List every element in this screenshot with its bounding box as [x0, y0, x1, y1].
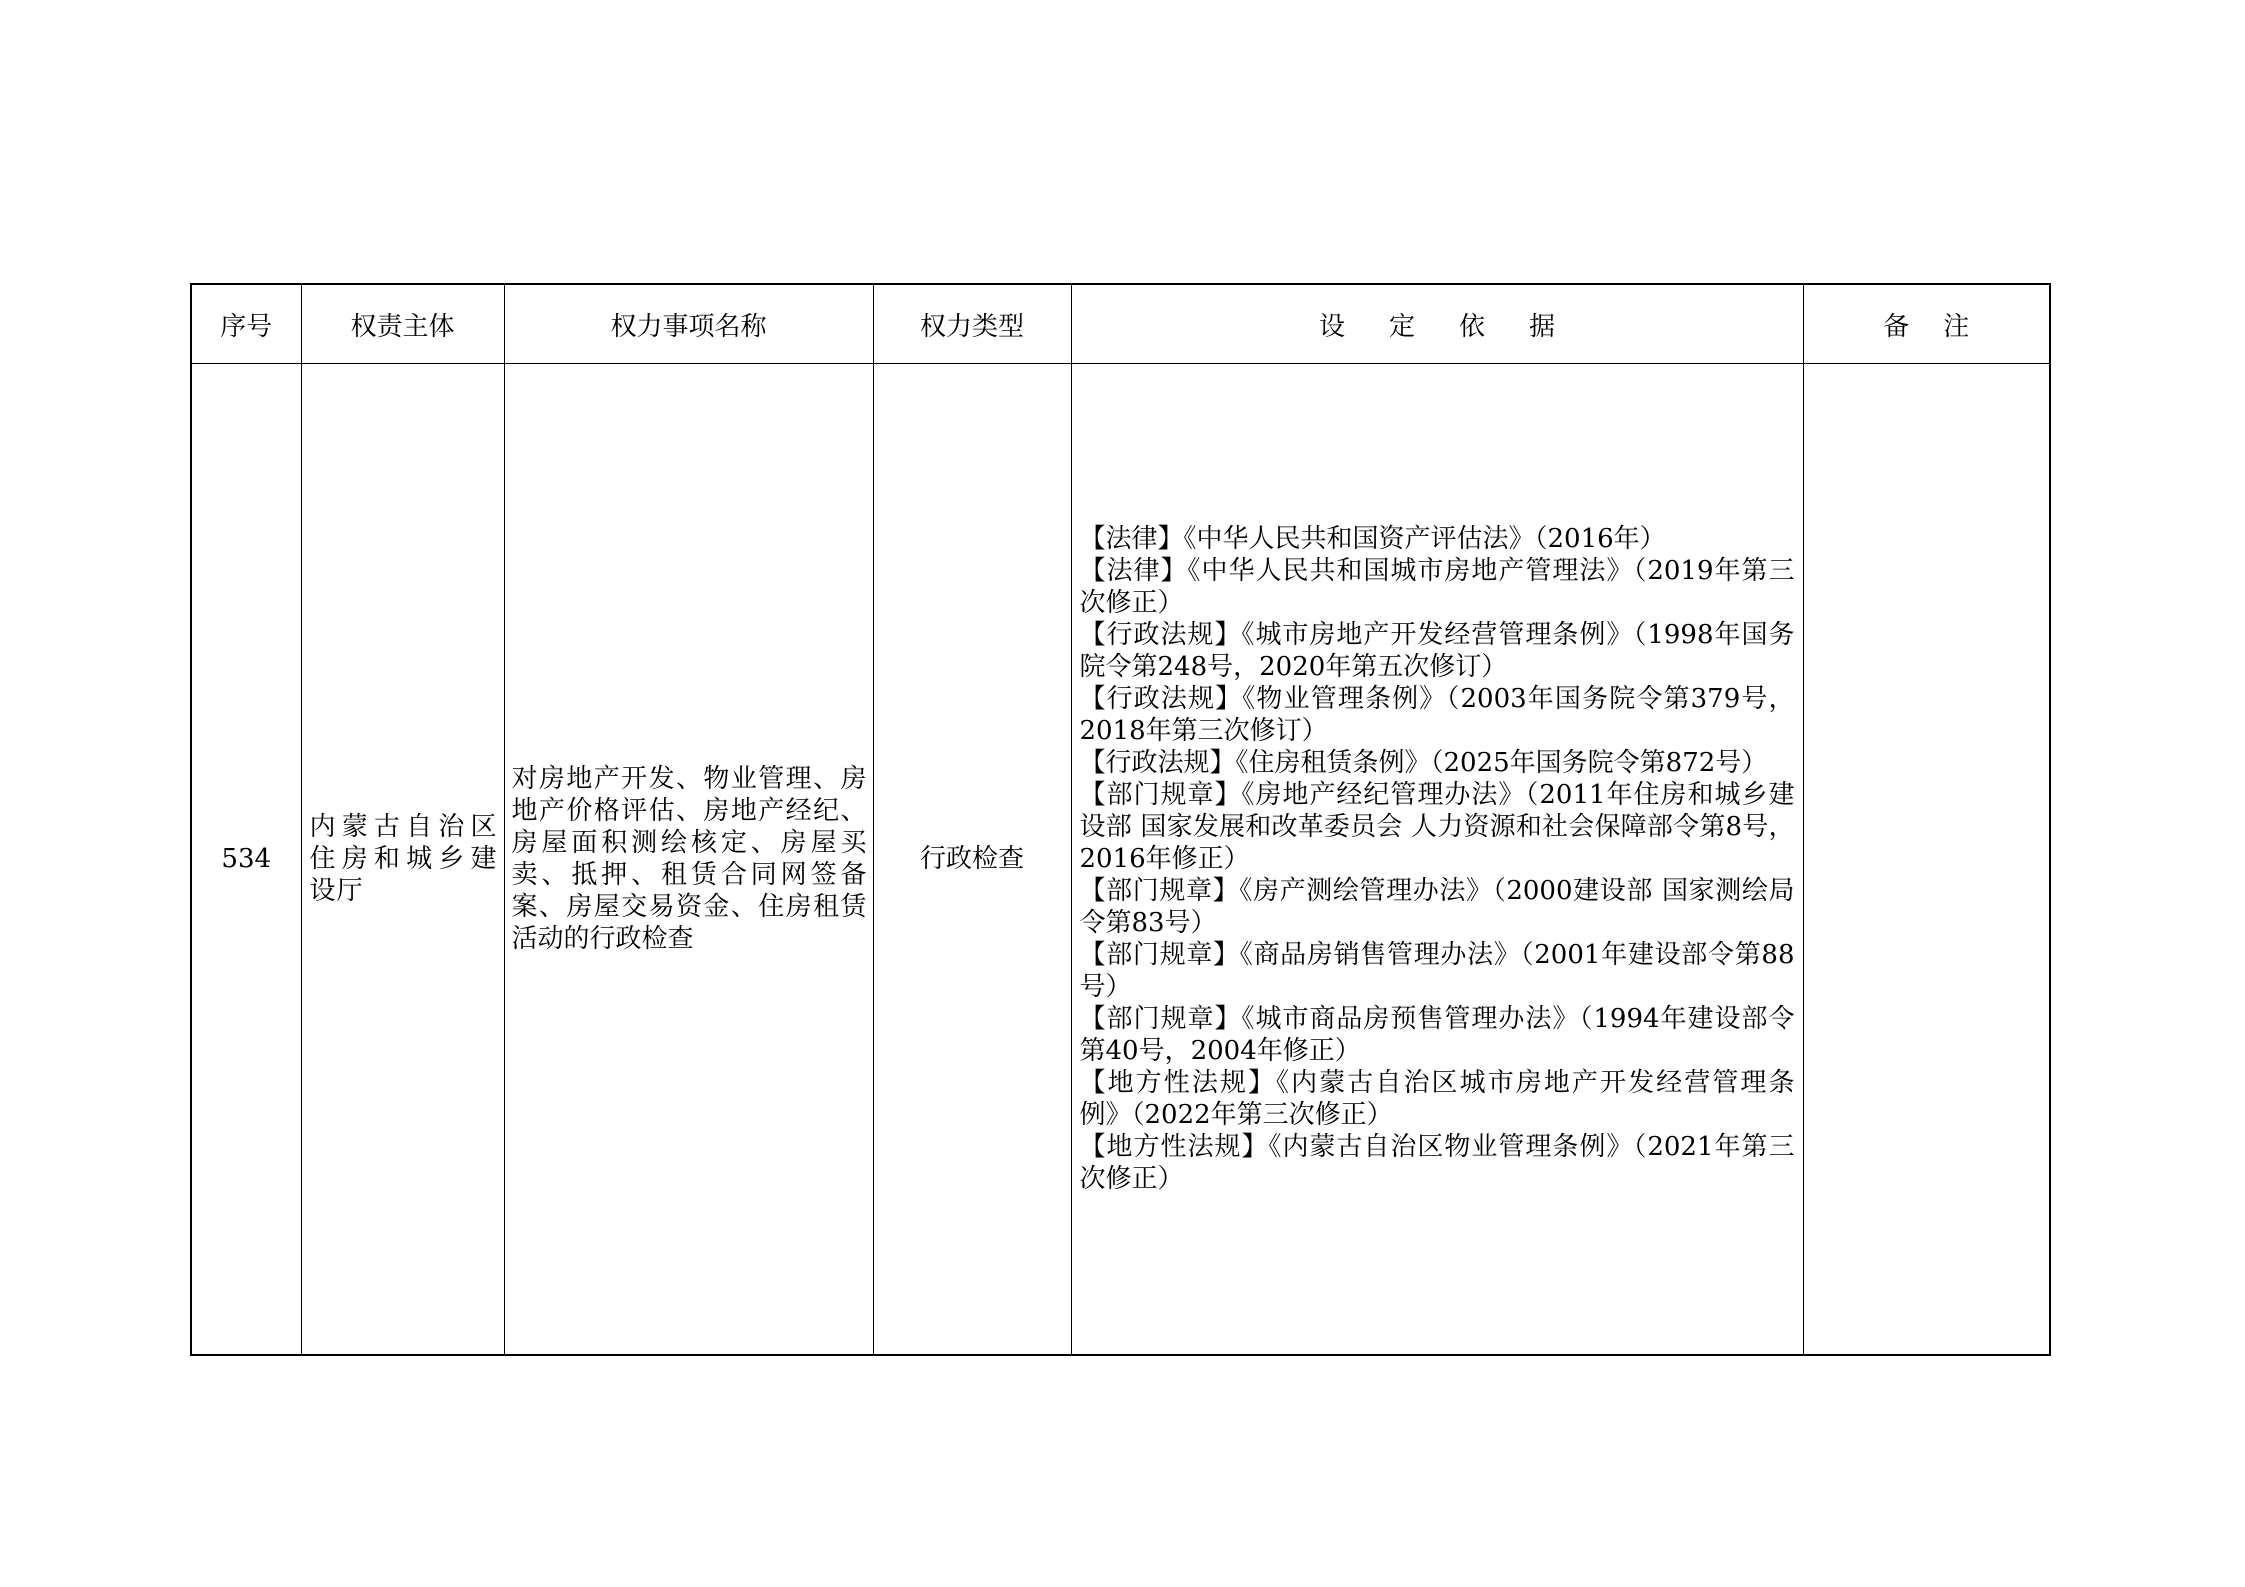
basis-entry: 【行政法规】《住房租赁条例》（2025年国务院令第872号） — [1079, 748, 1768, 778]
header-power-type: 权力类型 — [873, 284, 1071, 364]
header-number: 序号 — [191, 284, 301, 364]
header-remarks-label: 备注 — [1883, 311, 2004, 342]
table-row — [191, 364, 2050, 1356]
basis-entry: 【行政法规】《城市房地产开发经营管理条例》（1998年国务院令第248号，2020年第五次修订） — [1079, 620, 1795, 682]
cell-power-type: 行政检查 — [873, 364, 1071, 1356]
cell-remarks — [1803, 364, 2050, 1356]
header-subject: 权责主体 — [301, 284, 504, 364]
basis-entry: 【部门规章】《城市商品房预售管理办法》（1994年建设部令第40号，2004年修正） — [1079, 1004, 1795, 1066]
basis-entry: 【行政法规】《物业管理条例》（2003年国务院令第379号，2018年第三次修订） — [1079, 684, 1795, 746]
basis-entry: 【地方性法规】《内蒙古自治区城市房地产开发经营管理条例》（2022年第三次修正） — [1079, 1068, 1795, 1130]
basis-entry: 【部门规章】《房产测绘管理办法》（2000建设部 国家测绘局令第83号） — [1079, 876, 1795, 938]
basis-entry: 【部门规章】《商品房销售管理办法》（2001年建设部令第88号） — [1079, 940, 1795, 1002]
header-row — [191, 284, 2050, 364]
cell-item-name: 对房地产开发、物业管理、房地产价格评估、房地产经纪、房屋面积测绘核定、房屋买卖、抵押、租赁合同网签备案、房屋交易资金、住房租赁活动的行政检查 — [504, 364, 873, 1356]
basis-entry: 【法律】《中华人民共和国城市房地产管理法》（2019年第三次修正） — [1079, 556, 1795, 618]
header-basis — [1071, 284, 1803, 364]
authority-table — [190, 283, 2051, 1356]
basis-entry: 【法律】《中华人民共和国资产评估法》（2016年） — [1079, 524, 1666, 554]
header-remarks — [1803, 284, 2050, 364]
basis-entry: 【地方性法规】《内蒙古自治区物业管理条例》（2021年第三次修正） — [1079, 1132, 1795, 1194]
header-basis-label: 设定依据 — [1318, 311, 1599, 342]
header-item-name: 权力事项名称 — [504, 284, 873, 364]
cell-subject: 内蒙古自治区住房和城乡建设厅 — [301, 364, 504, 1356]
cell-number: 534 — [191, 364, 301, 1356]
cell-basis — [1071, 364, 1803, 1356]
basis-entry: 【部门规章】《房地产经纪管理办法》（2011年住房和城乡建设部 国家发展和改革委员会 人力资源和社会保障部令第8号，2016年修正） — [1079, 780, 1795, 874]
